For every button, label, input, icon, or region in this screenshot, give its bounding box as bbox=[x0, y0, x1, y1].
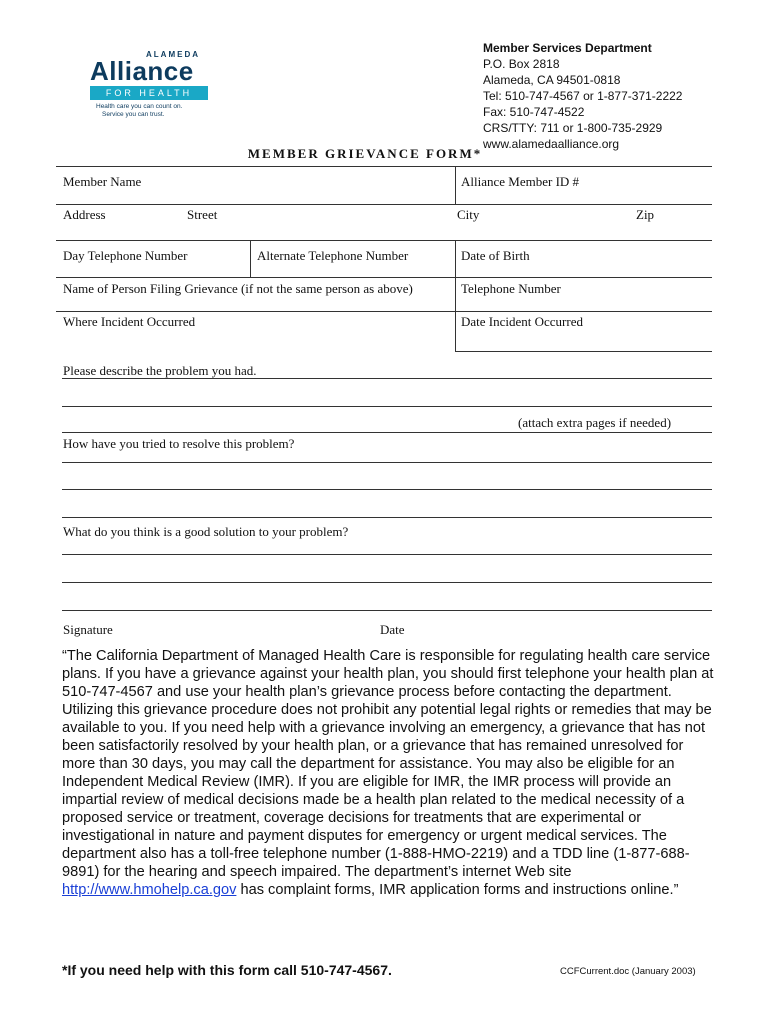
notice-text-end: has complaint forms, IMR application forms and instructions online.” bbox=[236, 882, 679, 898]
filer-name-field[interactable]: Name of Person Filing Grievance (if not the same person as above) bbox=[63, 281, 413, 296]
signature-field[interactable]: Signature bbox=[63, 622, 113, 637]
rule bbox=[56, 277, 712, 278]
address-line: Fax: 510-747-4522 bbox=[483, 105, 585, 119]
alameda-alliance-logo bbox=[88, 48, 213, 120]
address-field[interactable]: Address bbox=[63, 207, 106, 222]
write-line bbox=[62, 517, 712, 518]
address-line: P.O. Box 2818 bbox=[483, 57, 560, 71]
document-reference: CCFCurrent.doc (January 2003) bbox=[560, 966, 696, 977]
describe-problem-field[interactable]: Please describe the problem you had. bbox=[63, 363, 257, 378]
member-name-field[interactable]: Member Name bbox=[63, 174, 142, 189]
logo-tagline-2: Service you can trust. bbox=[102, 111, 165, 118]
address-block bbox=[483, 40, 682, 152]
divider bbox=[455, 240, 456, 351]
filer-phone-field[interactable]: Telephone Number bbox=[461, 281, 561, 296]
website-link[interactable]: www.alamedaalliance.org bbox=[483, 137, 620, 151]
city-field[interactable]: City bbox=[457, 207, 480, 222]
write-line bbox=[62, 432, 712, 433]
write-line bbox=[62, 554, 712, 555]
resolution-attempt-field[interactable]: How have you tried to resolve this problem? bbox=[63, 436, 295, 451]
write-line bbox=[62, 462, 712, 463]
solution-field[interactable]: What do you think is a good solution to your problem? bbox=[63, 524, 349, 539]
member-id-field[interactable]: Alliance Member ID # bbox=[461, 174, 580, 189]
write-line bbox=[62, 610, 712, 611]
write-line bbox=[62, 378, 712, 379]
logo-top-text: ALAMEDA bbox=[146, 50, 200, 59]
write-line bbox=[62, 489, 712, 490]
logo-name: Alliance bbox=[90, 56, 194, 86]
rule bbox=[56, 204, 712, 205]
zip-field[interactable]: Zip bbox=[636, 207, 655, 222]
logo-band: FOR HEALTH bbox=[90, 86, 208, 100]
rule-top bbox=[56, 166, 712, 167]
write-line bbox=[62, 582, 712, 583]
hmohelp-link[interactable]: http://www.hmohelp.ca.gov bbox=[62, 882, 237, 898]
address-line: CRS/TTY: 711 or 1-800-735-2929 bbox=[483, 121, 663, 135]
address-line: Tel: 510-747-4567 or 1-877-371-2222 bbox=[483, 89, 683, 103]
alt-phone-field[interactable]: Alternate Telephone Number bbox=[257, 248, 409, 263]
rule bbox=[56, 240, 712, 241]
form-title: MEMBER GRIEVANCE FORM* bbox=[247, 146, 483, 161]
attach-note: (attach extra pages if needed) bbox=[518, 415, 672, 430]
date-field[interactable]: Date bbox=[380, 622, 405, 637]
address-line: Alameda, CA 94501-0818 bbox=[483, 73, 621, 87]
incident-location-field[interactable]: Where Incident Occurred bbox=[63, 314, 196, 329]
logo-tagline-1: Health care you can count on. bbox=[96, 103, 183, 110]
rule bbox=[56, 311, 712, 312]
rule bbox=[455, 351, 712, 352]
day-phone-field[interactable]: Day Telephone Number bbox=[63, 248, 188, 263]
dob-field[interactable]: Date of Birth bbox=[461, 248, 530, 263]
dept-name: Member Services Department bbox=[483, 41, 652, 55]
divider bbox=[455, 166, 456, 204]
incident-date-field[interactable]: Date Incident Occurred bbox=[461, 314, 583, 329]
divider bbox=[250, 240, 251, 277]
write-line bbox=[62, 406, 712, 407]
dmhc-notice bbox=[62, 647, 714, 899]
notice-text: “The California Department of Managed Health Care is responsible for regulating health care service plans. If you have a grievance against your health plan, you should first telephone your health plan at 510-747-4567 and use your health plan’s grievance process before contacting the department. Utilizing this grievance procedure does not prohibit any potential legal rights or remedies that may be available to you. If you need help with a grievance involving an emergency, a grievance that has not been satisfactorily resolved by your health plan, or a grievance that has remained unresolved for more than 30 days, you may call the department for assistance. You may also be eligible for an Independent Medical Review (IMR). If you are eligible for IMR, the IMR process will provide an impartial review of medical decisions made be a health plan related to the medical necessity of a proposed service or treatment, coverage decisions for treatments that are experimental or investigational in nature and payment disputes for emergency or urgent medical services. The department also has a toll-free telephone number (1-888-HMO-2219) and a TDD line (1-877-688-9891) for the hearing and speech impaired. The department’s internet Web site bbox=[62, 648, 714, 880]
street-label: Street bbox=[187, 207, 218, 222]
help-note: *If you need help with this form call 510-747-4567. bbox=[62, 962, 392, 978]
